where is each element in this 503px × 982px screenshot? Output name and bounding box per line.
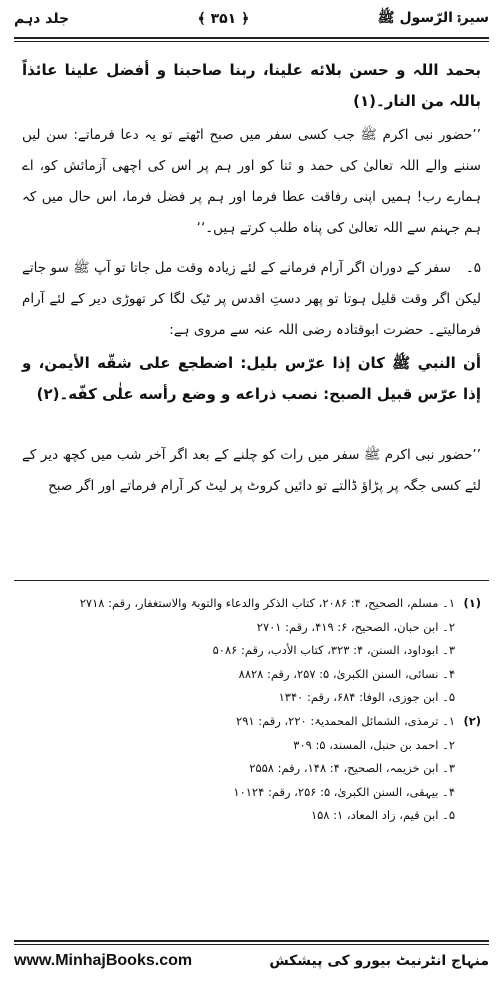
urdu-translation-2: ’’حضور نبی اکرم ﷺ سفر میں رات کو چلنے کے بعد اگر آخر شب میں کچھ دیر کے لئے کسی جگہ پر پڑاؤ ڈالتے تو دائیں کروٹ پر لیٹ کر آرام فرماتے اور اگر صبح (22, 447, 481, 494)
footer-rule-bottom (14, 944, 489, 945)
footnote-line: ۴۔ نسائی، السنن الکبریٰ، ۵: ۲۵۷، رقم: ۸۸۲۸ (238, 666, 455, 681)
book-title: سیرۃ الرّسول ﷺ (377, 10, 489, 26)
page-header (14, 4, 489, 34)
footnote-divider (14, 580, 489, 581)
numbered-paragraph (22, 253, 481, 346)
footnotes (22, 592, 481, 828)
footnote-line: ۳۔ ابن خزیمہ، الصحیح، ۴: ۱۴۸، رقم: ۲۵۵۸ (249, 761, 455, 776)
volume-label: جلد دہم (14, 11, 70, 27)
footnote-line: ۳۔ ابوداود، السنن، ۴: ۳۲۳، کتاب الأدب، رقم: ۵۰۸۶ (212, 643, 455, 658)
arabic-hadith-text: أن النبي ﷺ كان إذا عرّس بليل: اضطجع على شقّه الأيمن، و إذا عرّس قبيل الصبح: نصب ذراعه و وضع رأسه علٰى كفّه۔(۲) (22, 354, 481, 403)
paragraph-text: سفر کے دوران اگر آرام فرمانے کے لئے زیادہ وقت مل جاتا تو آپ ﷺ سو جاتے لیکن اگر وقت قلیل ہوتا تو پھر دستِ اقدس پر ٹیک لگا کر تھوڑی دیر کے لئے آرام فرمالیتے۔ حضرت ابوقتادہ رضی اللہ عنہ سے مروی ہے: (22, 260, 481, 338)
header-rule-bottom (14, 41, 489, 42)
footnote-line: ۵۔ ابن قیم، زاد المعاد، ۱: ۱۵۸ (310, 808, 455, 823)
publisher-credit: منہاج انٹرنیٹ بیورو کی پیشکش (269, 953, 489, 969)
footnote-line: ۵۔ ابن جوزی، الوفا: ۶۸۴، رقم: ۱۳۴۰ (278, 690, 455, 705)
page-number: ﴿ ۳۵۱ ﴾ (197, 11, 250, 27)
footer-rule-top (14, 940, 489, 942)
item-number: ۵۔ (465, 260, 481, 276)
footnote-line: ۲۔ احمد بن حنبل، المسند، ۵: ۳۰۹ (293, 737, 455, 752)
urdu-translation-1: ’’حضور نبی اکرم ﷺ جب کسی سفر میں صبح اٹھتے تو یہ دعا فرماتے: سن لیں سننے والے اللہ تعالیٰ کی حمد و ثنا کو اور ہم پر اس کی اچھی آزمائش کو، اے ہمارے رب! ہمیں اپنی رفاقت عطا فرما اور ہم پر فضل فرما، اس حال میں کہ ہم جہنم سے اللہ تعالیٰ کی پناہ طلب کرتے ہیں۔‘‘ (22, 127, 481, 236)
website-link[interactable]: www.MinhajBooks.com (14, 952, 193, 969)
footnote-line: (۲)۱۔ ترمذی، الشمائل المحمدیۃ: ۲۲۰، رقم: ۲۹۱ (236, 713, 481, 728)
header-rule-top (14, 37, 489, 39)
footnote-line: ۲۔ ابن حبان، الصحیح، ۶: ۴۱۹، رقم: ۲۷۰۱ (256, 619, 455, 634)
page-footer (14, 946, 489, 976)
footnote-line: (۱)۱۔ مسلم، الصحیح، ۴: ۲۰۸۶، کتاب الذکر والدعاء والتوبۃ والاستغفار، رقم: ۲۷۱۸ (79, 596, 481, 610)
arabic-dua-text: بحمد اللہ و حسن بلائه علينا، ربنا صاحبنا و أفضل علينا عائذاً باللہ من النار۔(۱) (22, 61, 481, 110)
footnote-line: ۴۔ بیہقی، السنن الکبریٰ، ۵: ۲۵۶، رقم: ۱۰۱۲۴ (233, 784, 455, 799)
